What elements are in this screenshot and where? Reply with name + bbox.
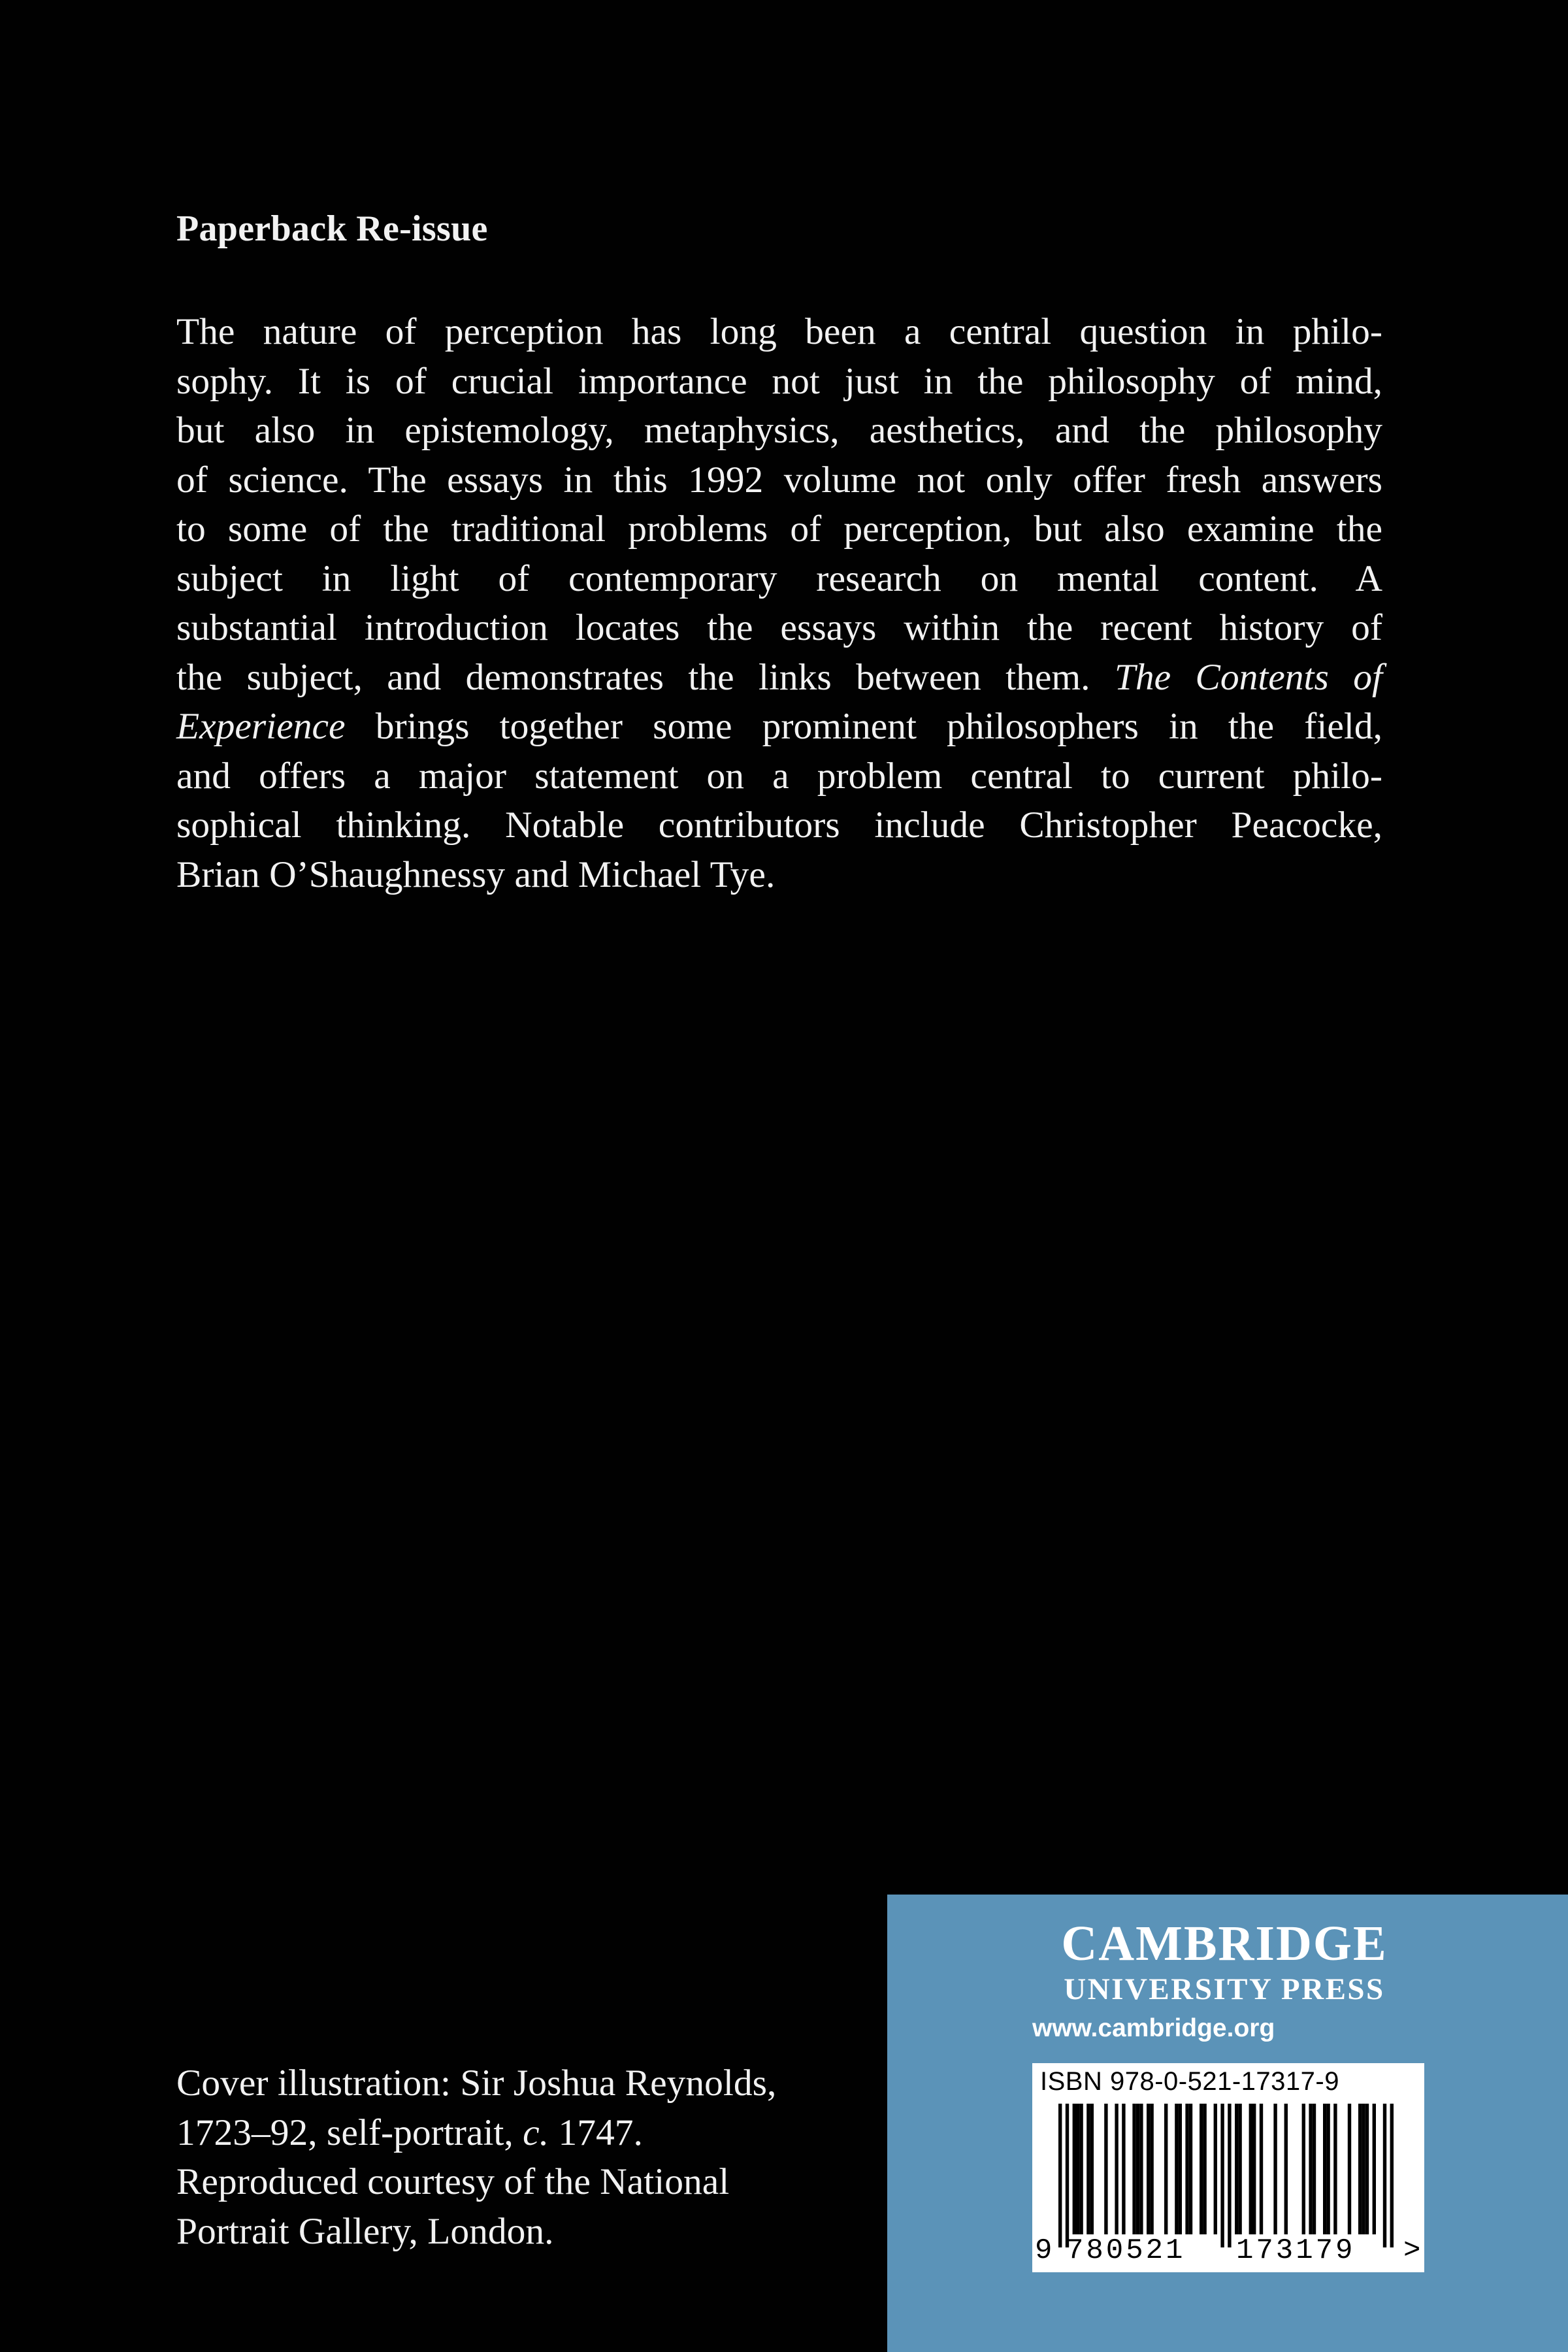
barcode-bar — [1390, 2104, 1394, 2247]
barcode-bar — [1132, 2104, 1135, 2234]
barcode-bar — [1179, 2104, 1182, 2234]
barcode-bar — [1147, 2104, 1150, 2234]
blurb-line: substantial introduction locates the essays within the recent history of — [176, 607, 1382, 648]
cover-illustration-credit — [176, 2059, 776, 2256]
publisher-url: www.cambridge.org — [1032, 2014, 1275, 2042]
barcode-bar — [1073, 2104, 1076, 2234]
barcode-bar — [1150, 2104, 1153, 2234]
publisher-logo-name: CAMBRIDGE — [1061, 1916, 1388, 1971]
barcode-bar — [1235, 2104, 1238, 2234]
barcode-left-digits: 780521 — [1066, 2234, 1186, 2267]
blurb-line: but also in epistemology, metaphysics, aesthetics, and the philosophy — [176, 410, 1382, 451]
blurb-line: sophical thinking. Notable contributors include Christopher Peacocke, — [176, 804, 1382, 846]
barcode-bar — [1302, 2104, 1305, 2234]
barcode-bar — [1136, 2104, 1139, 2234]
barcode-bar — [1164, 2104, 1168, 2234]
barcode-digits — [1032, 2234, 1424, 2271]
credit-year: 1747. — [558, 2112, 643, 2153]
blurb-line: and offers a major statement on a problem central to current philo- — [176, 755, 1382, 797]
barcode-bar — [1115, 2104, 1118, 2234]
barcode-bar — [1104, 2104, 1107, 2234]
reissue-heading: Paperback Re-issue — [176, 208, 488, 249]
barcode-right-digits: 173179 — [1236, 2234, 1356, 2267]
credit-line: Cover illustration: Sir Joshua Reynolds, — [176, 2062, 777, 2104]
credit-line: Portrait Gallery, London. — [176, 2210, 554, 2252]
barcode-bar — [1076, 2104, 1079, 2234]
book-title-italic: Experience — [176, 706, 346, 747]
barcode-bar — [1185, 2104, 1188, 2234]
barcode-bar — [1273, 2104, 1277, 2234]
description-blurb — [176, 307, 1382, 899]
barcode-bar — [1214, 2104, 1217, 2234]
blurb-line-with-title — [176, 653, 1382, 703]
barcode-bar — [1200, 2104, 1203, 2234]
barcode-bar — [1249, 2104, 1252, 2234]
blurb-line: the subject, and demonstrates the links between them. — [176, 656, 1090, 698]
barcode-bar — [1086, 2104, 1090, 2234]
barcode-bar — [1333, 2104, 1337, 2234]
barcode-quiet-mark: > — [1403, 2234, 1421, 2267]
barcode-first-digit: 9 — [1035, 2234, 1053, 2267]
credit-line — [176, 2108, 776, 2158]
barcode-bar — [1122, 2104, 1125, 2234]
blurb-line: The nature of perception has long been a central question in philo- — [176, 311, 1382, 352]
barcode-bar — [1228, 2104, 1231, 2247]
publisher-logo-subtitle: UNIVERSITY PRESS — [1064, 1972, 1385, 2006]
barcode-bar — [1284, 2104, 1288, 2234]
barcode-bar — [1362, 2104, 1365, 2234]
publisher-panel — [887, 1895, 1568, 2352]
barcode-bar — [1326, 2104, 1330, 2234]
blurb-line: Brian O’Shaughnessy and Michael Tye. — [176, 853, 776, 895]
barcode-bar — [1348, 2104, 1351, 2234]
blurb-line-with-title — [176, 702, 1382, 752]
barcode-bar — [1309, 2104, 1312, 2234]
blurb-line: brings together some prominent philosophers in the field, — [375, 706, 1383, 747]
book-title-italic: The Contents of — [1114, 656, 1383, 698]
barcode-bar — [1139, 2104, 1143, 2234]
barcode-bar — [1079, 2104, 1083, 2234]
blurb-line: sophy. It is of crucial importance not just in the philosophy of mind, — [176, 360, 1382, 402]
blurb-line: to some of the traditional problems of perception, but also examine the — [176, 508, 1382, 550]
barcode-bar — [1365, 2104, 1369, 2234]
barcode-bar — [1260, 2104, 1263, 2234]
barcode-bar — [1203, 2104, 1206, 2234]
circa-abbrev: c. — [523, 2112, 549, 2153]
barcode-bar — [1373, 2104, 1376, 2234]
barcode-bar — [1323, 2104, 1326, 2234]
blurb-line: subject in light of contemporary research on mental content. A — [176, 557, 1382, 599]
barcode-bar — [1358, 2104, 1362, 2234]
barcode-bar — [1175, 2104, 1178, 2234]
barcode-bar — [1383, 2104, 1386, 2247]
barcode-bar — [1066, 2104, 1069, 2247]
isbn-number: ISBN 978-0-521-17317-9 — [1040, 2067, 1339, 2096]
barcode-bar — [1313, 2104, 1316, 2234]
credit-line: Reproduced courtesy of the National — [176, 2161, 730, 2202]
barcode-bar — [1238, 2104, 1241, 2234]
barcode-bar — [1189, 2104, 1192, 2234]
barcode-bar — [1090, 2104, 1094, 2234]
isbn-barcode — [1032, 2063, 1424, 2272]
barcode-bar — [1252, 2104, 1256, 2234]
blurb-line: of science. The essays in this 1992 volume not only offer fresh answers — [176, 459, 1382, 501]
barcode-bar — [1220, 2104, 1224, 2247]
barcode-bar — [1058, 2104, 1062, 2247]
credit-dates: 1723–92, self-portrait, — [176, 2112, 514, 2153]
